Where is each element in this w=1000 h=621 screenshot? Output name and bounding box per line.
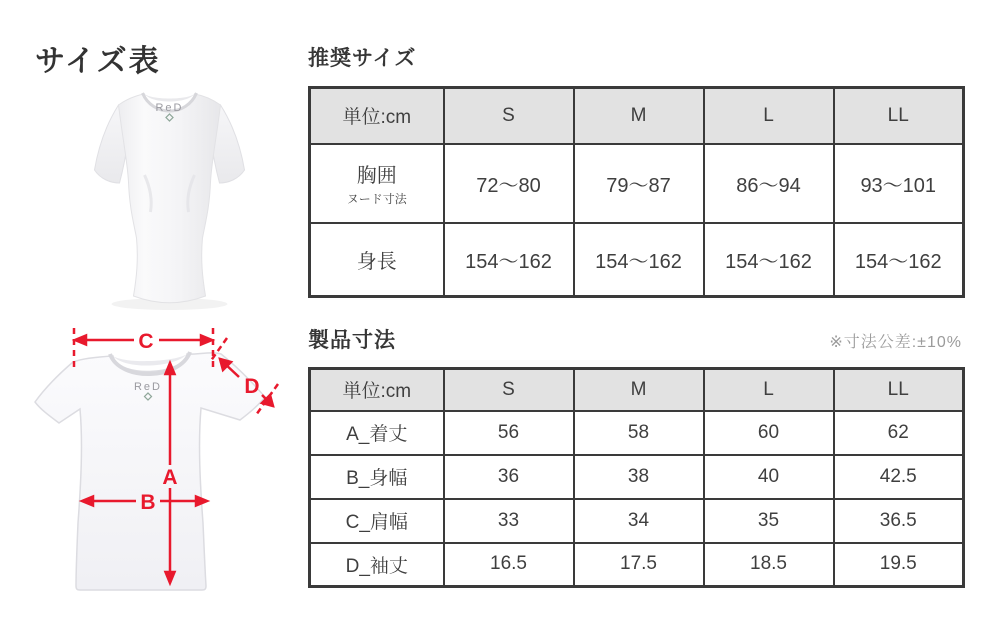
measure-label-c: C xyxy=(138,330,154,353)
size-col-l: L xyxy=(704,369,834,411)
size-col-ll: LL xyxy=(834,88,964,144)
size-col-m: M xyxy=(574,369,704,411)
row-label-sleeve: D_袖丈 xyxy=(310,543,444,587)
recommended-size-title: 推奨サイズ xyxy=(308,47,417,70)
arrowhead-icon xyxy=(75,336,86,345)
arrowhead-icon xyxy=(201,336,212,345)
arrowhead-icon xyxy=(166,363,175,374)
brand-logo-text: ReD xyxy=(133,381,163,393)
row-label-height: 身長 xyxy=(310,223,444,297)
page-title: サイズ表 xyxy=(35,45,161,78)
table-row-height: 身長 154〜162 154〜162 154〜162 154〜162 xyxy=(310,223,964,297)
unit-label-cell: 単位:cm xyxy=(310,369,444,411)
brand-logo-text: ReD xyxy=(155,102,184,114)
size-col-s: S xyxy=(444,88,574,144)
table-row-length: A_着丈 56 58 60 62 xyxy=(310,411,964,455)
row-label-width: B_身幅 xyxy=(310,455,444,499)
table-header-row xyxy=(310,369,964,411)
row-label-chest: 胸囲 ヌード寸法 xyxy=(310,144,444,223)
product-dimensions-title: 製品寸法 xyxy=(308,329,396,352)
shirt-flat-illustration xyxy=(25,318,285,608)
row-sublabel-nude: ヌード寸法 xyxy=(346,192,407,206)
unit-label-cell: 単位:cm xyxy=(310,88,444,144)
measure-label-b: B xyxy=(140,491,156,514)
size-col-l: L xyxy=(704,88,834,144)
table-row-sleeve: D_袖丈 16.5 17.5 18.5 19.5 xyxy=(310,543,964,587)
shirt-worn-illustration xyxy=(52,80,287,315)
tolerance-note: ※寸法公差:±10% xyxy=(829,334,962,351)
table-row-shoulder: C_肩幅 33 34 35 36.5 xyxy=(310,499,964,543)
product-dimensions-table xyxy=(308,367,965,588)
measure-label-a: A xyxy=(162,466,178,489)
size-col-m: M xyxy=(574,88,704,144)
shirt-measurement-diagram xyxy=(25,318,285,608)
table-header-row xyxy=(310,88,964,144)
measure-label-d: D xyxy=(244,375,260,398)
row-label-length: A_着丈 xyxy=(310,411,444,455)
size-col-s: S xyxy=(444,369,574,411)
shirt-worn-photo xyxy=(52,80,287,315)
recommended-size-table xyxy=(308,86,965,298)
size-col-ll: LL xyxy=(834,369,964,411)
table-row-chest: 胸囲 ヌード寸法 72〜80 79〜87 86〜94 93〜101 xyxy=(310,144,964,223)
arrowhead-icon xyxy=(196,497,207,506)
table-row-width: B_身幅 36 38 40 42.5 xyxy=(310,455,964,499)
row-label-shoulder: C_肩幅 xyxy=(310,499,444,543)
